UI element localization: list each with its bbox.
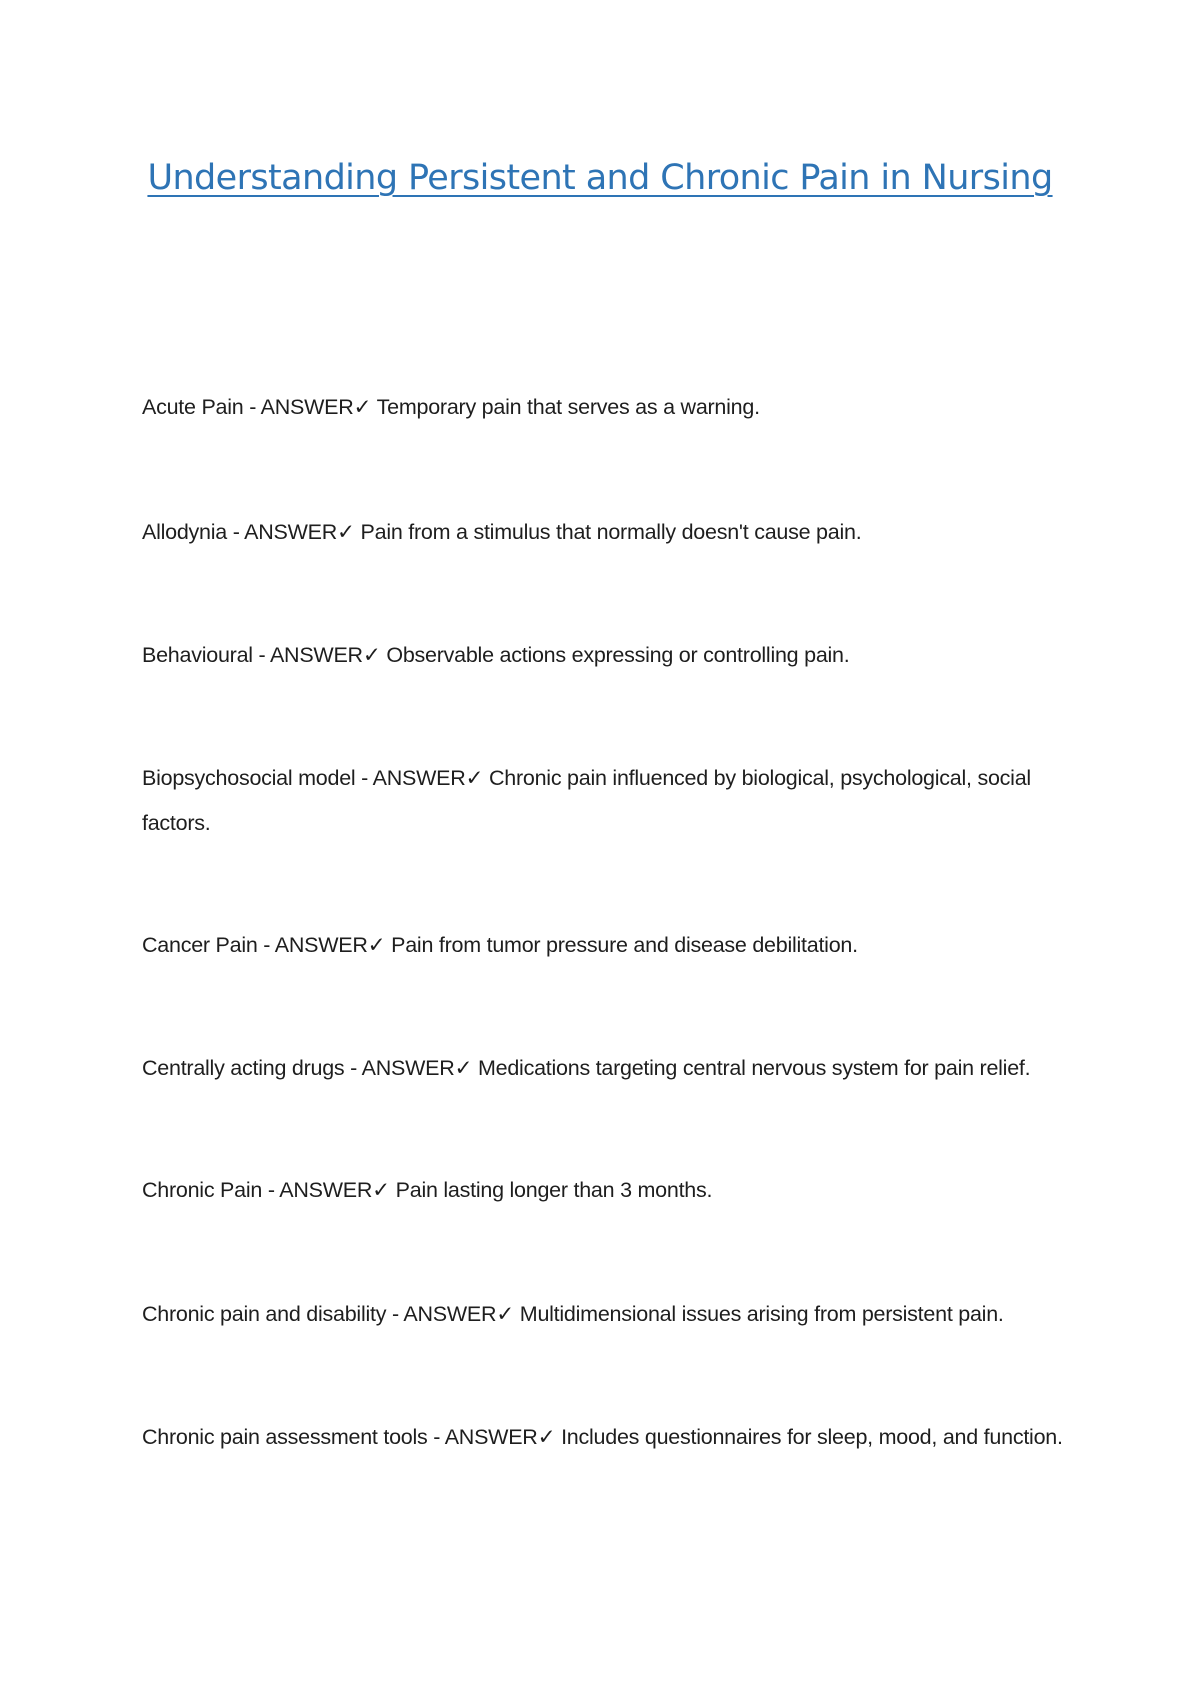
entry-term: Centrally acting drugs (142, 1056, 345, 1080)
qa-entry: Cancer Pain - ANSWER✓ Pain from tumor pressure and disease debilitation. (142, 933, 858, 957)
qa-entry: Behavioural - ANSWER✓ Observable actions expressing or controlling pain. (142, 643, 850, 667)
qa-entry: Chronic pain and disability - ANSWER✓ Multidimensional issues arising from persistent pain. (142, 1302, 1004, 1326)
answer-marker: ANSWER✓ (444, 1425, 556, 1449)
qa-entry: Allodynia - ANSWER✓ Pain from a stimulus that normally doesn't cause pain. (142, 520, 862, 544)
entry-term: Chronic pain assessment tools (142, 1425, 428, 1449)
answer-marker: ANSWER✓ (274, 933, 386, 957)
entry-definition: Pain from tumor pressure and disease debilitation. (391, 933, 858, 957)
answer-marker: ANSWER✓ (372, 766, 484, 790)
entry-definition: Medications targeting central nervous system for pain relief. (477, 1056, 1031, 1080)
entry-definition: Pain from a stimulus that normally doesn't cause pain. (360, 520, 862, 544)
answer-marker: ANSWER✓ (279, 1178, 390, 1202)
entry-definition: Temporary pain that serves as a warning. (376, 395, 760, 419)
entry-definition: Observable actions expressing or controlling pain. (386, 643, 850, 667)
entry-term: Acute Pain (142, 395, 244, 419)
answer-marker: ANSWER✓ (269, 643, 381, 667)
entry-term: Behavioural (142, 643, 253, 667)
qa-entry: Centrally acting drugs - ANSWER✓ Medications targeting central nervous system for pain relief. (142, 1056, 1031, 1080)
entry-definition: Includes questionnaires for sleep, mood, and function. (561, 1425, 1063, 1449)
qa-entry: Chronic pain assessment tools - ANSWER✓ Includes questionnaires for sleep, mood, and function. (142, 1425, 1063, 1449)
entry-term: Chronic pain and disability (142, 1302, 387, 1326)
answer-marker: ANSWER✓ (244, 520, 355, 544)
document-title: Understanding Persistent and Chronic Pain in Nursing (147, 158, 1053, 198)
entry-definition: Multidimensional issues arising from persistent pain. (519, 1302, 1004, 1326)
entry-definition: Pain lasting longer than 3 months. (395, 1178, 713, 1202)
entry-term: Chronic Pain (142, 1178, 263, 1202)
answer-marker: ANSWER✓ (260, 395, 372, 419)
entry-definition: Chronic pain influenced by biological, psychological, social factors. (142, 766, 1031, 835)
entry-term: Cancer Pain (142, 933, 258, 957)
qa-entry: Acute Pain - ANSWER✓ Temporary pain that serves as a warning. (142, 395, 760, 419)
entry-term: Biopsychosocial model (142, 766, 356, 790)
entry-term: Allodynia (142, 520, 227, 544)
answer-marker: ANSWER✓ (361, 1056, 473, 1080)
answer-marker: ANSWER✓ (403, 1302, 515, 1326)
qa-entry: Chronic Pain - ANSWER✓ Pain lasting longer than 3 months. (142, 1178, 713, 1202)
qa-entry: Biopsychosocial model - ANSWER✓ Chronic pain influenced by biological, psychological, social factors. (142, 766, 1031, 835)
